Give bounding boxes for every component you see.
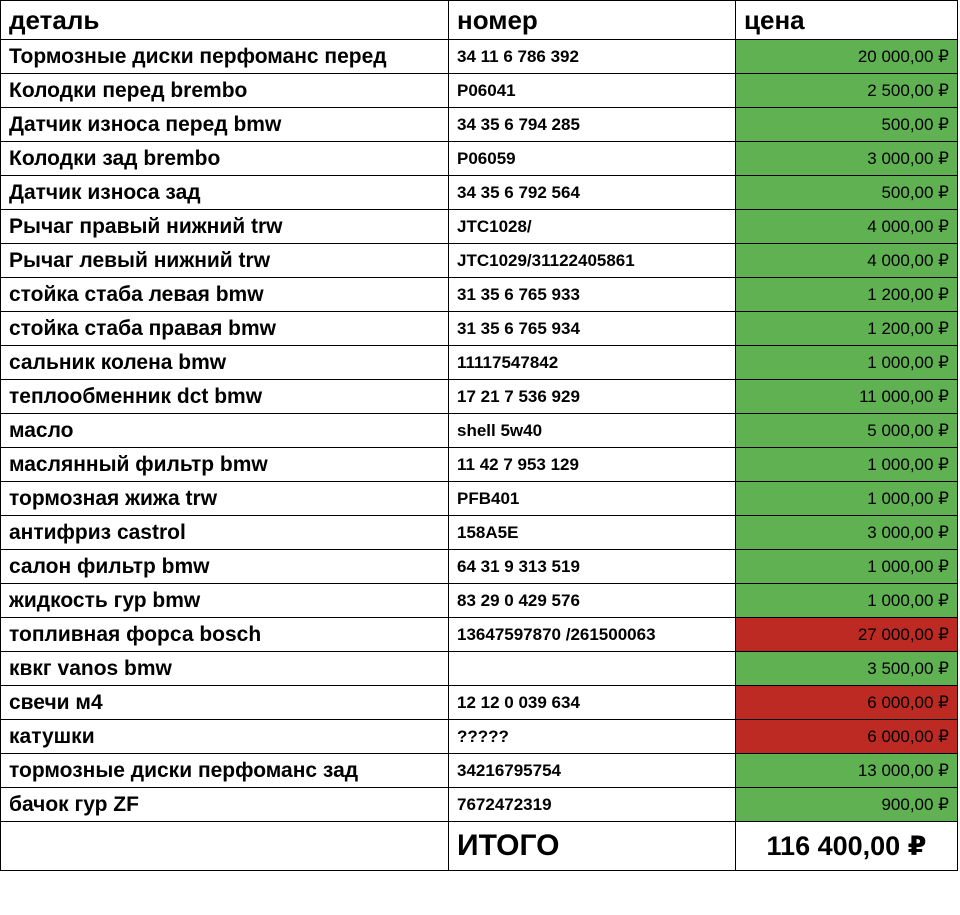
part-number-cell[interactable]: JTC1028/: [449, 210, 736, 244]
table-row: [1, 550, 958, 584]
price-cell[interactable]: 500,00 ₽: [736, 176, 958, 210]
part-name-cell[interactable]: маслянный фильтр bmw: [1, 448, 449, 482]
part-name-cell[interactable]: катушки: [1, 720, 449, 754]
price-cell[interactable]: 4 000,00 ₽: [736, 210, 958, 244]
part-number-cell[interactable]: ?????: [449, 720, 736, 754]
header-row: [1, 1, 958, 40]
price-cell[interactable]: 1 000,00 ₽: [736, 346, 958, 380]
part-number-cell[interactable]: 34216795754: [449, 754, 736, 788]
part-number-cell[interactable]: P06041: [449, 74, 736, 108]
part-name-cell[interactable]: Рычаг правый нижний trw: [1, 210, 449, 244]
price-cell[interactable]: 27 000,00 ₽: [736, 618, 958, 652]
table-row: [1, 516, 958, 550]
price-cell[interactable]: 900,00 ₽: [736, 788, 958, 822]
part-name-cell[interactable]: квкг vanos bmw: [1, 652, 449, 686]
price-cell[interactable]: 1 000,00 ₽: [736, 482, 958, 516]
part-name-cell[interactable]: Датчик износа перед bmw: [1, 108, 449, 142]
part-name-cell[interactable]: масло: [1, 414, 449, 448]
table-row: [1, 720, 958, 754]
total-value[interactable]: 116 400,00 ₽: [736, 822, 958, 871]
price-cell[interactable]: 3 500,00 ₽: [736, 652, 958, 686]
table-row: [1, 414, 958, 448]
part-name-cell[interactable]: жидкость гур bmw: [1, 584, 449, 618]
part-name-cell[interactable]: антифриз castrol: [1, 516, 449, 550]
price-cell[interactable]: 5 000,00 ₽: [736, 414, 958, 448]
part-name-cell[interactable]: теплообменник dct bmw: [1, 380, 449, 414]
part-number-cell[interactable]: 12 12 0 039 634: [449, 686, 736, 720]
table-row: [1, 380, 958, 414]
table-row: [1, 108, 958, 142]
part-name-cell[interactable]: стойка стаба правая bmw: [1, 312, 449, 346]
part-number-cell[interactable]: 31 35 6 765 933: [449, 278, 736, 312]
part-name-cell[interactable]: тормозные диски перфоманс зад: [1, 754, 449, 788]
table-row: [1, 142, 958, 176]
part-number-cell[interactable]: PFB401: [449, 482, 736, 516]
part-number-cell[interactable]: 11 42 7 953 129: [449, 448, 736, 482]
table-row: [1, 482, 958, 516]
part-number-cell[interactable]: 11117547842: [449, 346, 736, 380]
part-number-cell[interactable]: 31 35 6 765 934: [449, 312, 736, 346]
price-cell[interactable]: 1 200,00 ₽: [736, 278, 958, 312]
part-name-cell[interactable]: Тормозные диски перфоманс перед: [1, 40, 449, 74]
total-empty-cell[interactable]: [1, 822, 449, 871]
header-number[interactable]: номер: [449, 1, 736, 40]
price-cell[interactable]: 500,00 ₽: [736, 108, 958, 142]
part-name-cell[interactable]: Рычаг левый нижний trw: [1, 244, 449, 278]
table-row: [1, 176, 958, 210]
part-number-cell[interactable]: shell 5w40: [449, 414, 736, 448]
price-cell[interactable]: 1 000,00 ₽: [736, 584, 958, 618]
part-number-cell[interactable]: [449, 652, 736, 686]
header-part[interactable]: деталь: [1, 1, 449, 40]
table-row: [1, 686, 958, 720]
part-name-cell[interactable]: топливная форса bosch: [1, 618, 449, 652]
part-number-cell[interactable]: 34 35 6 792 564: [449, 176, 736, 210]
table-row: [1, 312, 958, 346]
table-row: [1, 40, 958, 74]
part-name-cell[interactable]: Колодки зад brembo: [1, 142, 449, 176]
price-cell[interactable]: 1 000,00 ₽: [736, 448, 958, 482]
table-row: [1, 74, 958, 108]
part-name-cell[interactable]: салон фильтр bmw: [1, 550, 449, 584]
part-number-cell[interactable]: 17 21 7 536 929: [449, 380, 736, 414]
header-price[interactable]: цена: [736, 1, 958, 40]
part-name-cell[interactable]: сальник колена bmw: [1, 346, 449, 380]
part-number-cell[interactable]: 7672472319: [449, 788, 736, 822]
table-row: [1, 754, 958, 788]
table-row: [1, 652, 958, 686]
table-row: [1, 278, 958, 312]
table-row: [1, 210, 958, 244]
price-cell[interactable]: 3 000,00 ₽: [736, 516, 958, 550]
total-row: [1, 822, 958, 871]
part-number-cell[interactable]: 158A5E: [449, 516, 736, 550]
part-name-cell[interactable]: тормозная жижа trw: [1, 482, 449, 516]
part-number-cell[interactable]: 64 31 9 313 519: [449, 550, 736, 584]
total-label[interactable]: ИТОГО: [449, 822, 736, 871]
table-row: [1, 346, 958, 380]
price-cell[interactable]: 1 200,00 ₽: [736, 312, 958, 346]
price-cell[interactable]: 13 000,00 ₽: [736, 754, 958, 788]
part-number-cell[interactable]: 13647597870 /261500063: [449, 618, 736, 652]
part-name-cell[interactable]: стойка стаба левая bmw: [1, 278, 449, 312]
price-cell[interactable]: 11 000,00 ₽: [736, 380, 958, 414]
part-name-cell[interactable]: Колодки перед brembo: [1, 74, 449, 108]
price-cell[interactable]: 4 000,00 ₽: [736, 244, 958, 278]
part-name-cell[interactable]: Датчик износа зад: [1, 176, 449, 210]
part-number-cell[interactable]: 34 11 6 786 392: [449, 40, 736, 74]
table-row: [1, 448, 958, 482]
part-number-cell[interactable]: 34 35 6 794 285: [449, 108, 736, 142]
part-name-cell[interactable]: бачок гур ZF: [1, 788, 449, 822]
part-number-cell[interactable]: 83 29 0 429 576: [449, 584, 736, 618]
price-cell[interactable]: 1 000,00 ₽: [736, 550, 958, 584]
price-cell[interactable]: 6 000,00 ₽: [736, 720, 958, 754]
price-cell[interactable]: 2 500,00 ₽: [736, 74, 958, 108]
price-cell[interactable]: 6 000,00 ₽: [736, 686, 958, 720]
part-number-cell[interactable]: P06059: [449, 142, 736, 176]
part-name-cell[interactable]: свечи м4: [1, 686, 449, 720]
price-cell[interactable]: 20 000,00 ₽: [736, 40, 958, 74]
table-row: [1, 788, 958, 822]
table-row: [1, 244, 958, 278]
table-row: [1, 618, 958, 652]
part-number-cell[interactable]: JTC1029/31122405861: [449, 244, 736, 278]
price-cell[interactable]: 3 000,00 ₽: [736, 142, 958, 176]
table-row: [1, 584, 958, 618]
